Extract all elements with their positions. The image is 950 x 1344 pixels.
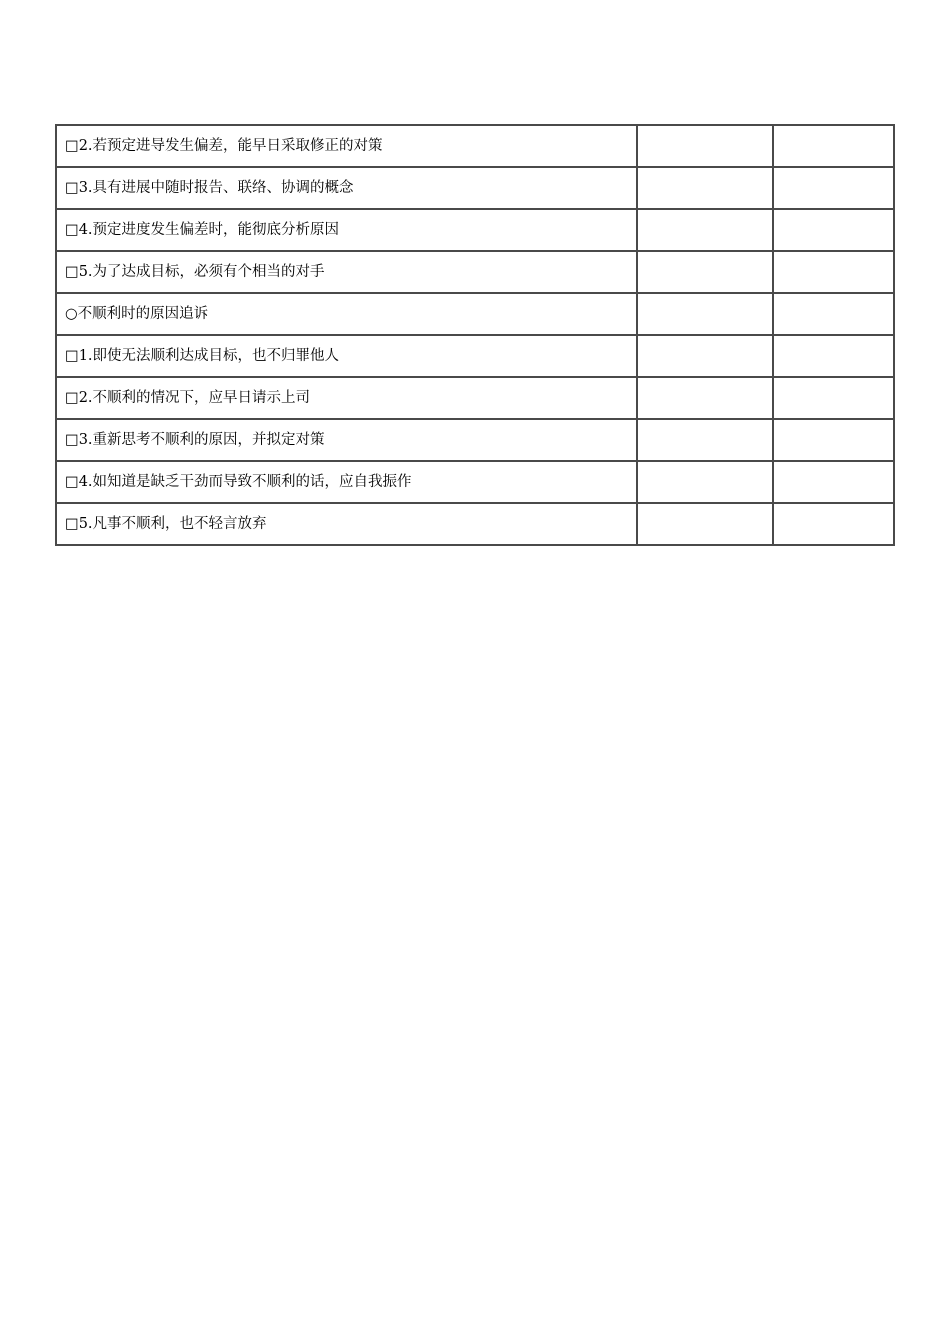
item-text: □3.具有进展中随时报告、联络、协调的概念 <box>57 167 637 209</box>
check-cell-b[interactable] <box>773 461 893 503</box>
check-cell-b[interactable] <box>773 377 893 419</box>
table-row <box>57 293 893 335</box>
table-row <box>57 503 893 544</box>
check-cell-b[interactable] <box>773 419 893 461</box>
item-text: □5.凡事不顺利，也不轻言放弃 <box>57 503 637 544</box>
item-text: □4.如知道是缺乏干劲而导致不顺利的话，应自我振作 <box>57 461 637 503</box>
checklist-table <box>55 124 895 546</box>
item-text: □3.重新思考不顺利的原因，并拟定对策 <box>57 419 637 461</box>
check-cell-a[interactable] <box>637 335 773 377</box>
item-text: □4.预定进度发生偏差时，能彻底分析原因 <box>57 209 637 251</box>
table-row <box>57 461 893 503</box>
check-cell-a[interactable] <box>637 419 773 461</box>
item-text: □2.不顺利的情况下，应早日请示上司 <box>57 377 637 419</box>
table-row <box>57 251 893 293</box>
check-cell-a[interactable] <box>637 167 773 209</box>
check-cell-b[interactable] <box>773 167 893 209</box>
check-cell-b[interactable] <box>773 126 893 167</box>
check-cell-a[interactable] <box>637 126 773 167</box>
section-heading: ○不顺利时的原因追诉 <box>57 293 637 335</box>
check-cell-b[interactable] <box>773 293 893 335</box>
table-row <box>57 209 893 251</box>
item-text: □2.若预定进导发生偏差，能早日采取修正的对策 <box>57 126 637 167</box>
table-row <box>57 167 893 209</box>
check-cell-b[interactable] <box>773 251 893 293</box>
check-cell-a[interactable] <box>637 209 773 251</box>
item-text: □5.为了达成目标，必须有个相当的对手 <box>57 251 637 293</box>
item-text: □1.即使无法顺利达成目标，也不归罪他人 <box>57 335 637 377</box>
table-row <box>57 419 893 461</box>
table-row <box>57 377 893 419</box>
check-cell-a[interactable] <box>637 461 773 503</box>
check-cell-a[interactable] <box>637 503 773 544</box>
check-cell-a[interactable] <box>637 251 773 293</box>
table-row <box>57 335 893 377</box>
checklist-grid <box>57 126 893 544</box>
check-cell-b[interactable] <box>773 335 893 377</box>
check-cell-a[interactable] <box>637 293 773 335</box>
check-cell-a[interactable] <box>637 377 773 419</box>
table-row <box>57 126 893 167</box>
check-cell-b[interactable] <box>773 503 893 544</box>
check-cell-b[interactable] <box>773 209 893 251</box>
